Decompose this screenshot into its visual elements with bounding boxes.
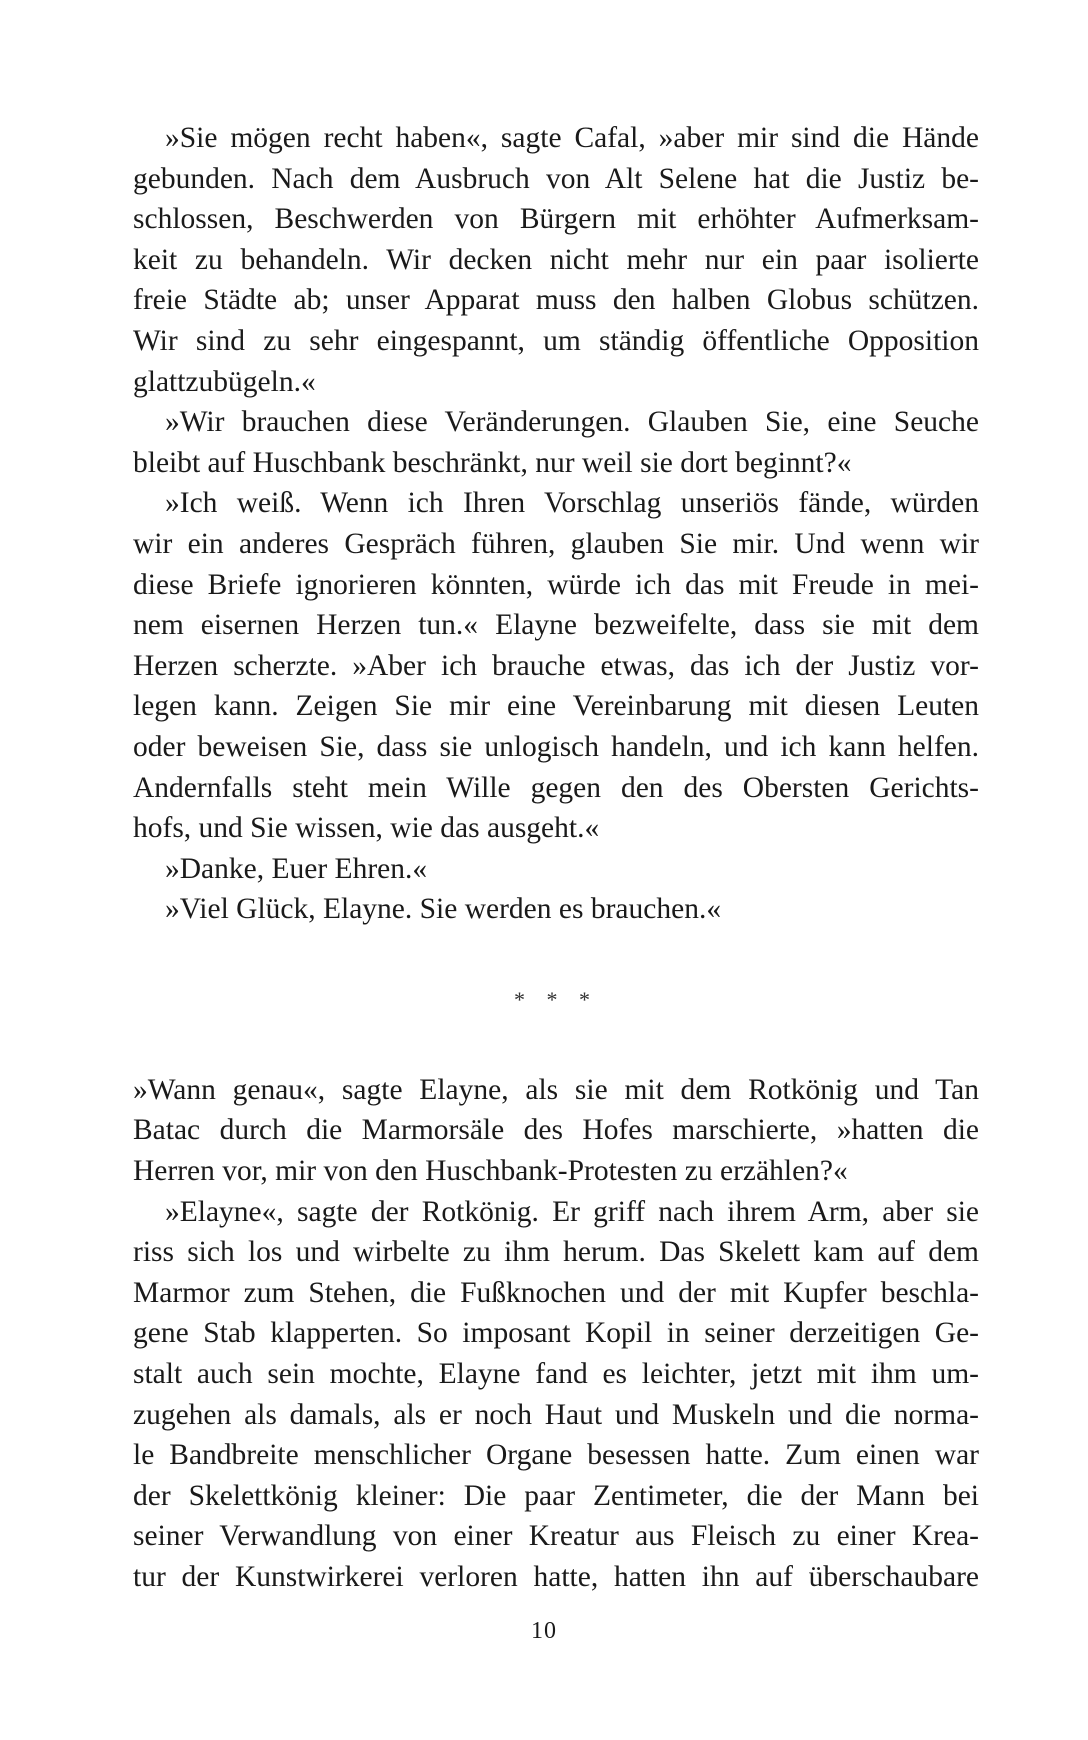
text-line: »Elayne«, sagte der Rotkönig. Er griff nach ihrem Arm, aber sie (165, 1195, 979, 1228)
text-line: seiner Verwandlung von einer Kreatur aus Fleisch zu einer Krea- (133, 1520, 979, 1553)
text-line: nem eisernen Herzen tun.« Elayne bezweifelte, dass sie mit dem (133, 609, 979, 642)
text-line: Wir sind zu sehr eingespannt, um ständig öffentliche Opposition (133, 324, 979, 357)
paragraph-rotkoenig (133, 1192, 979, 1598)
text-line: Herren vor, mir von den Huschbank-Protesten zu erzählen?« (133, 1155, 848, 1188)
text-line: zugehen als damals, als er noch Haut und Muskeln und die norma- (133, 1398, 979, 1431)
text-line: diese Briefe ignorieren könnten, würde ich das mit Freude in mei- (133, 568, 979, 601)
text-line: tur der Kunstwirkerei verloren hatte, hatten ihn auf überschaubare (133, 1561, 979, 1593)
text-line: der Skelettkönig kleiner: Die paar Zentimeter, die der Mann bei (133, 1479, 979, 1512)
text-line: »Ich weiß. Wenn ich Ihren Vorschlag unseriös fände, würden (165, 487, 979, 520)
text-line: stalt auch sein mochte, Elayne fand es leichter, jetzt mit ihm um- (133, 1358, 979, 1391)
paragraph-ich-weiss (133, 483, 979, 848)
text-line: oder beweisen Sie, dass sie unlogisch handeln, und ich kann helfen. (133, 730, 979, 763)
text-line: le Bandbreite menschlicher Organe besessen hatte. Zum einen war (133, 1439, 979, 1472)
text-line: Herzen scherzte. »Aber ich brauche etwas, das ich der Justiz vor- (133, 649, 979, 682)
text-line: wir ein anderes Gespräch führen, glauben Sie mir. Und wenn wir (133, 527, 979, 560)
text-line: »Wir brauchen diese Veränderungen. Glauben Sie, eine Seuche (165, 406, 979, 439)
text-line: bleibt auf Huschbank beschränkt, nur weil sie dort beginnt?« (133, 446, 852, 479)
paragraph-wann-genau (133, 1070, 979, 1192)
text-line: gebunden. Nach dem Ausbruch von Alt Selene hat die Justiz be- (133, 162, 979, 195)
text-line: hofs, und Sie wissen, wie das ausgeht.« (133, 812, 600, 845)
paragraph-danke (133, 849, 979, 890)
text-section-2 (133, 1070, 979, 1598)
text-line: Batac durch die Marmorsäle des Hofes marschierte, »hatten die (133, 1114, 979, 1147)
scene-break: * * * (514, 986, 598, 1012)
text-line: »Viel Glück, Elayne. Sie werden es brauchen.« (165, 893, 722, 926)
paragraph-cafal (133, 118, 979, 402)
paragraph-veraenderungen (133, 402, 979, 483)
text-line: »Wann genau«, sagte Elayne, als sie mit dem Rotkönig und Tan (133, 1073, 979, 1106)
text-line: riss sich los und wirbelte zu ihm herum. Das Skelett kam auf dem (133, 1236, 979, 1269)
text-line: freie Städte ab; unser Apparat muss den halben Globus schützen. (133, 284, 979, 317)
text-line: Andernfalls steht mein Wille gegen den des Obersten Gerichts- (133, 771, 979, 804)
text-line: glattzubügeln.« (133, 365, 316, 398)
text-line: Marmor zum Stehen, die Fußknochen und der mit Kupfer beschla- (133, 1276, 979, 1309)
page-body (133, 118, 979, 1598)
text-line: gene Stab klapperten. So imposant Kopil in seiner derzeitigen Ge- (133, 1317, 979, 1350)
text-line: schlossen, Beschwerden von Bürgern mit erhöhter Aufmerksam- (133, 203, 979, 236)
page-number: 10 (531, 1618, 557, 1644)
text-line: »Danke, Euer Ehren.« (165, 852, 428, 885)
text-line: legen kann. Zeigen Sie mir eine Vereinbarung mit diesen Leuten (133, 690, 979, 723)
text-line: keit zu behandeln. Wir decken nicht mehr nur ein paar isolierte (133, 243, 979, 276)
text-section-1 (133, 118, 979, 930)
paragraph-viel-glueck (133, 889, 979, 930)
text-line: »Sie mögen recht haben«, sagte Cafal, »aber mir sind die Hände (165, 122, 979, 154)
